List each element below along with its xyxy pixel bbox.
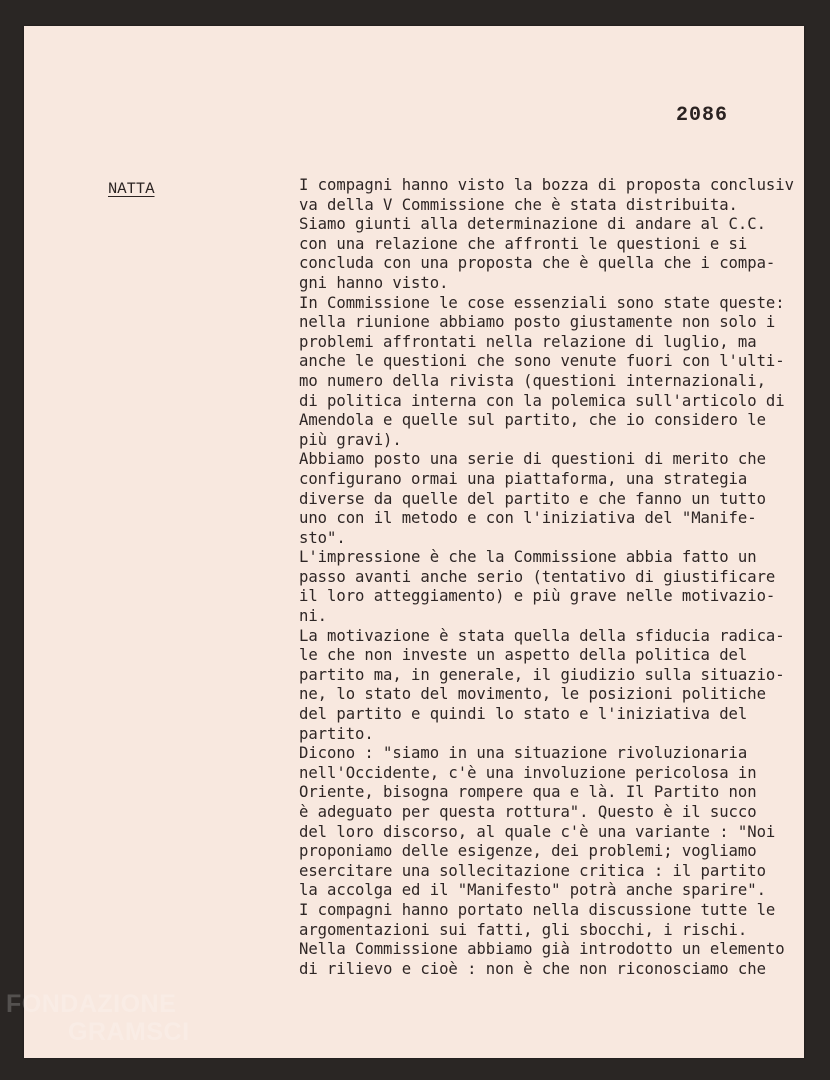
text-line: esercitare una sollecitazione critica : il partito (299, 861, 766, 880)
text-line: configurano ormai una piattaforma, una strategia (299, 469, 748, 488)
text-line: Nella Commissione abbiamo già introdotto un elemento (299, 940, 785, 959)
text-line: La motivazione è stata quella della sfiducia radica- (299, 626, 785, 645)
text-line: Oriente, bisogna rompere qua e là. Il Partito non (299, 783, 757, 802)
text-line: Siamo giunti alla determinazione di andare al C.C. (299, 215, 766, 234)
text-line: partito. (299, 724, 374, 743)
text-line: del partito e quindi lo stato e l'iniziativa del (299, 705, 748, 724)
text-line: proponiamo delle esigenze, dei problemi; vogliamo (299, 842, 757, 861)
text-line: più gravi). (299, 430, 402, 449)
text-line: Amendola e quelle sul partito, che io considero le (299, 411, 766, 430)
body-text (299, 176, 799, 979)
text-line: uno con il metodo e con l'iniziativa del "Manife- (299, 509, 757, 528)
text-line: va della V Commissione che è stata distribuita. (299, 195, 738, 214)
text-line: gni hanno visto. (299, 273, 449, 292)
text-line: argomentazioni sui fatti, gli sbocchi, i rischi. (299, 920, 748, 939)
text-line: partito ma, in generale, il giudizio sulla situazio- (299, 665, 785, 684)
text-line: anche le questioni che sono venute fuori con l'ulti- (299, 352, 785, 371)
archive-watermark (6, 990, 190, 1046)
text-line: nella riunione abbiamo posto giustamente non solo i (299, 313, 776, 332)
text-line: I compagni hanno portato nella discussione tutte le (299, 900, 776, 919)
text-line: è adeguato per questa rottura". Questo è il succo (299, 803, 757, 821)
text-line: Abbiamo posto una serie di questioni di merito che (299, 450, 766, 469)
text-line: di politica interna con la polemica sull'articolo di (299, 391, 785, 410)
text-line: concluda con una proposta che è quella che i compa- (299, 254, 776, 273)
text-line: Dicono : "siamo in una situazione rivoluzionaria (299, 744, 748, 763)
text-line: ne, lo stato del movimento, le posizioni politiche (299, 685, 766, 704)
text-line: In Commissione le cose essenziali sono state queste: (299, 293, 785, 312)
text-line: nell'Occidente, c'è una involuzione pericolosa in (299, 763, 757, 782)
text-line: il loro atteggiamento) e più grave nelle motivazio- (299, 587, 776, 606)
text-line: diverse da quelle del partito e che fanno un tutto (299, 489, 766, 508)
text-line: la accolga ed il "Manifesto" potrà anche sparire". (299, 881, 766, 900)
text-line: le che non investe un aspetto della politica del (299, 646, 748, 665)
document-page (24, 26, 804, 1058)
text-line: con una relazione che affronti le questioni e si (299, 234, 748, 253)
watermark-line-2: GRAMSCI (68, 1018, 190, 1046)
page-number: 2086 (676, 104, 729, 127)
text-line: del loro discorso, al quale c'è una variante : "Noi (299, 822, 776, 841)
text-line: L'impressione è che la Commissione abbia fatto un (299, 548, 757, 567)
speaker-name: NATTA (108, 180, 155, 198)
watermark-line-1: FONDAZIONE (6, 990, 177, 1018)
text-line: ni. (299, 607, 328, 626)
text-line: sto". (299, 528, 346, 547)
text-line: passo avanti anche serio (tentativo di giustificare (299, 567, 776, 586)
text-line: problemi affrontati nella relazione di luglio, ma (299, 332, 757, 351)
text-line: I compagni hanno visto la bozza di proposta conclusiv (299, 176, 794, 194)
text-line: di rilievo e cioè : non è che non riconosciamo che (299, 959, 766, 978)
text-line: mo numero della rivista (questioni internazionali, (299, 371, 766, 390)
